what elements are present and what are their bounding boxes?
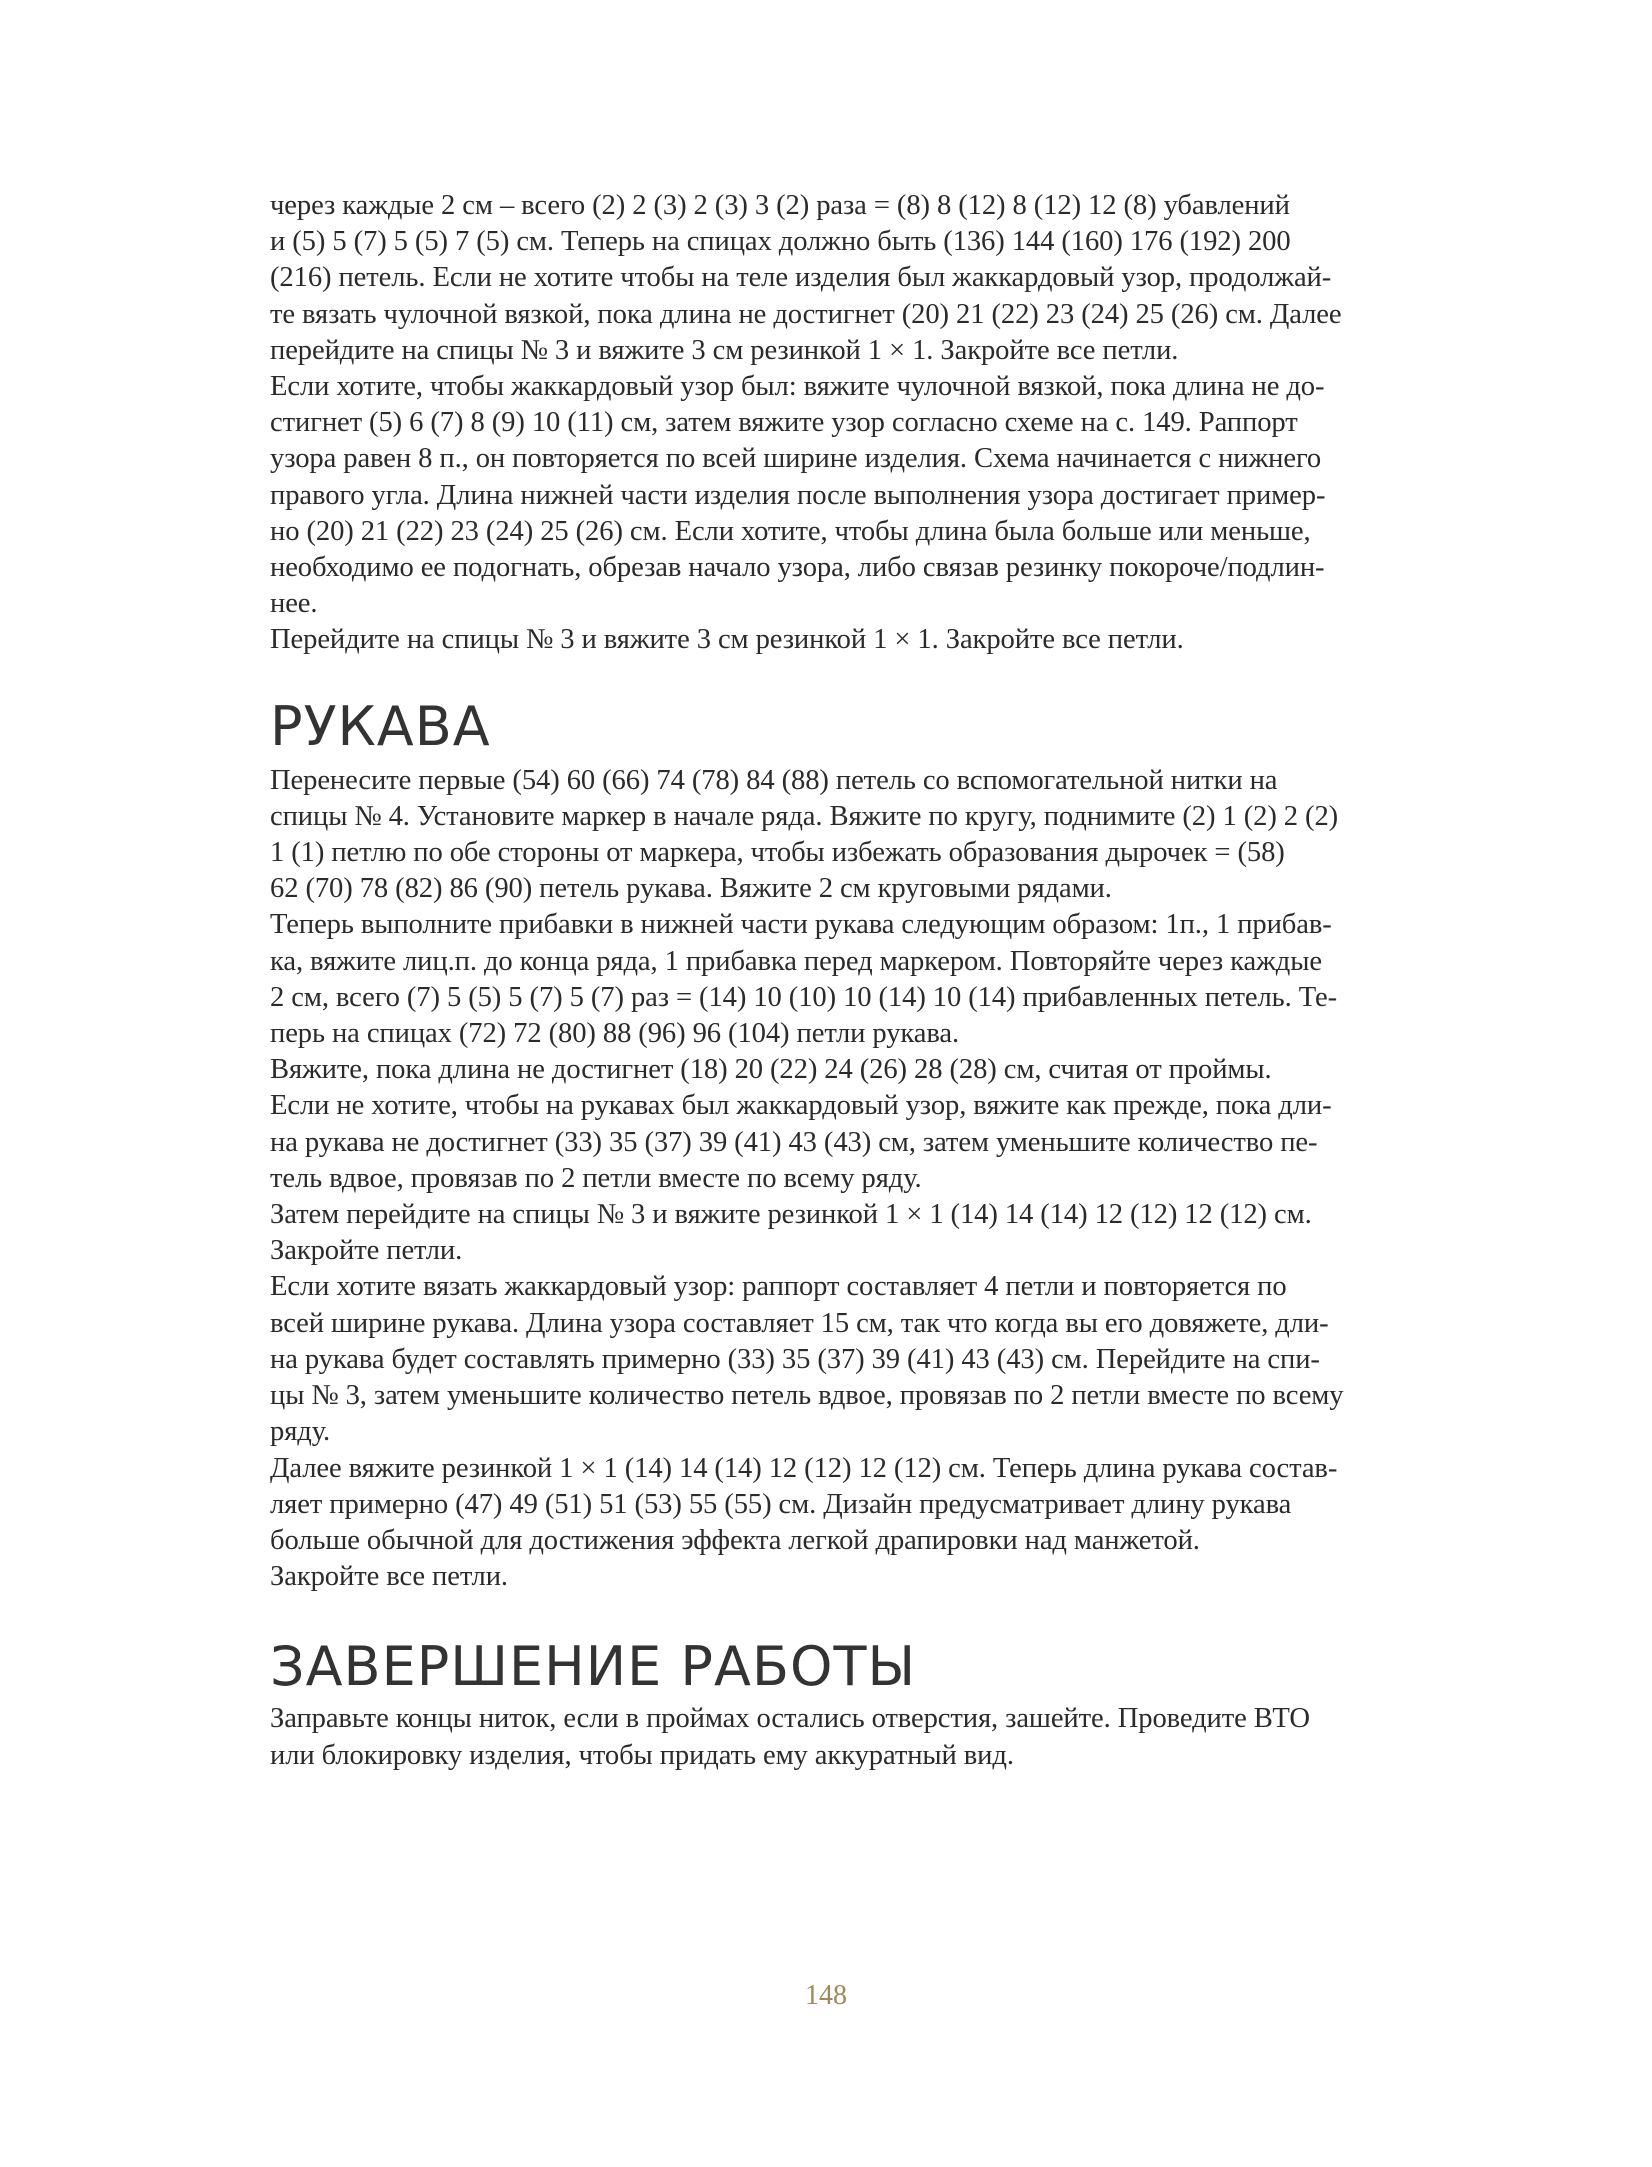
text-line: 62 (70) 78 (82) 86 (90) петель рукава. Вяжите 2 см круговыми рядами.	[270, 873, 1112, 905]
text-line: правого угла. Длина нижней части изделия после выполнения узора достигает пример-	[270, 479, 1326, 511]
text-line: нее.	[270, 588, 318, 620]
text-line: тель вдвое, провязав по 2 петли вместе по всему ряду.	[270, 1162, 922, 1194]
text-line: или блокировку изделия, чтобы придать ему аккуратный вид.	[270, 1739, 1014, 1771]
text-line: цы № 3, затем уменьшите количество петель вдвое, провязав по 2 петли вместе по всему	[270, 1380, 1344, 1412]
text-line: Перейдите на спицы № 3 и вяжите 3 см резинкой 1 × 1. Закройте все петли.	[270, 624, 1184, 656]
text-line: Теперь выполните прибавки в нижней части рукава следующим образом: 1п., 1 прибав-	[270, 909, 1332, 941]
text-line: перейдите на спицы № 3 и вяжите 3 см резинкой 1 × 1. Закройте все петли.	[270, 334, 1179, 366]
text-line: (216) петель. Если не хотите чтобы на теле изделия был жаккардовый узор, продолжай-	[270, 262, 1332, 294]
intro-paragraph	[270, 188, 1450, 659]
text-line: Закройте все петли.	[270, 1561, 508, 1593]
section-heading-sleeves: РУКАВА	[270, 694, 491, 758]
text-line: Вяжите, пока длина не достигнет (18) 20 (22) 24 (26) 28 (28) см, считая от проймы.	[270, 1054, 1272, 1086]
text-line: Закройте петли.	[270, 1235, 463, 1267]
page-number: 148	[805, 1980, 847, 2011]
text-line: Если хотите, чтобы жаккардовый узор был: вяжите чулочной вязкой, пока длина не до-	[270, 371, 1325, 403]
page-body	[270, 188, 1450, 1774]
text-line: Заправьте концы ниток, если в проймах остались отверстия, зашейте. Проведите ВТО	[270, 1703, 1310, 1735]
text-line: узора равен 8 п., он повторяется по всей ширине изделия. Схема начинается с нижнего	[270, 443, 1322, 475]
text-line: ка, вяжите лиц.п. до конца ряда, 1 прибавка перед маркером. Повторяйте через каждые	[270, 945, 1322, 977]
text-line: 2 см, всего (7) 5 (5) 5 (7) 5 (7) раз = (14) 10 (10) 10 (14) 10 (14) прибавленных петель. Те-	[270, 981, 1337, 1013]
text-line: но (20) 21 (22) 23 (24) 25 (26) см. Если хотите, чтобы длина была больше или меньше,	[270, 515, 1311, 547]
text-line: больше обычной для достижения эффекта легкой драпировки над манжетой.	[270, 1524, 1200, 1556]
text-line: необходимо ее подогнать, обрезав начало узора, либо связав резинку покороче/подлин-	[270, 552, 1325, 584]
text-line: на рукава будет составлять примерно (33) 35 (37) 39 (41) 43 (43) см. Перейдите на спи-	[270, 1343, 1320, 1375]
text-line: Затем перейдите на спицы № 3 и вяжите резинкой 1 × 1 (14) 14 (14) 12 (12) 12 (12) см.	[270, 1199, 1312, 1231]
text-line: 1 (1) петлю по обе стороны от маркера, чтобы избежать образования дырочек = (58)	[270, 837, 1285, 869]
text-line: перь на спицах (72) 72 (80) 88 (96) 96 (104) петли рукава.	[270, 1018, 960, 1050]
text-line: через каждые 2 см – всего (2) 2 (3) 2 (3) 3 (2) раза = (8) 8 (12) 8 (12) 12 (8) убавлений	[270, 190, 1290, 221]
text-line: Перенесите первые (54) 60 (66) 74 (78) 84 (88) петель со вспомогательной нитки на	[270, 764, 1278, 796]
section-heading-finishing: ЗАВЕРШЕНИЕ РАБОТЫ	[270, 1635, 917, 1699]
text-line: ляет примерно (47) 49 (51) 51 (53) 55 (55) см. Дизайн предусматривает длину рукава	[270, 1488, 1292, 1520]
finishing-paragraph	[270, 1701, 1450, 1773]
text-line: на рукава не достигнет (33) 35 (37) 39 (41) 43 (43) см, затем уменьшите количество пе-	[270, 1126, 1318, 1158]
text-line: те вязать чулочной вязкой, пока длина не достигнет (20) 21 (22) 23 (24) 25 (26) см. Далее	[270, 298, 1342, 330]
text-line: всей ширине рукава. Длина узора составляет 15 см, так что когда вы его довяжете, дли-	[270, 1307, 1329, 1339]
text-line: ряду.	[270, 1416, 331, 1448]
text-line: Если хотите вязать жаккардовый узор: раппорт составляет 4 петли и повторяется по	[270, 1271, 1287, 1303]
sleeves-paragraph	[270, 763, 1450, 1596]
text-line: Далее вяжите резинкой 1 × 1 (14) 14 (14) 12 (12) 12 (12) см. Теперь длина рукава состав-	[270, 1452, 1338, 1484]
text-line: спицы № 4. Установите маркер в начале ряда. Вяжите по кругу, поднимите (2) 1 (2) 2 (2)	[270, 800, 1339, 832]
text-line: Если не хотите, чтобы на рукавах был жаккардовый узор, вяжите как прежде, пока дли-	[270, 1090, 1332, 1122]
text-line: стигнет (5) 6 (7) 8 (9) 10 (11) см, затем вяжите узор согласно схеме на с. 149. Раппорт	[270, 407, 1298, 439]
text-line: и (5) 5 (7) 5 (5) 7 (5) см. Теперь на спицах должно быть (136) 144 (160) 176 (192) 200	[270, 226, 1291, 258]
